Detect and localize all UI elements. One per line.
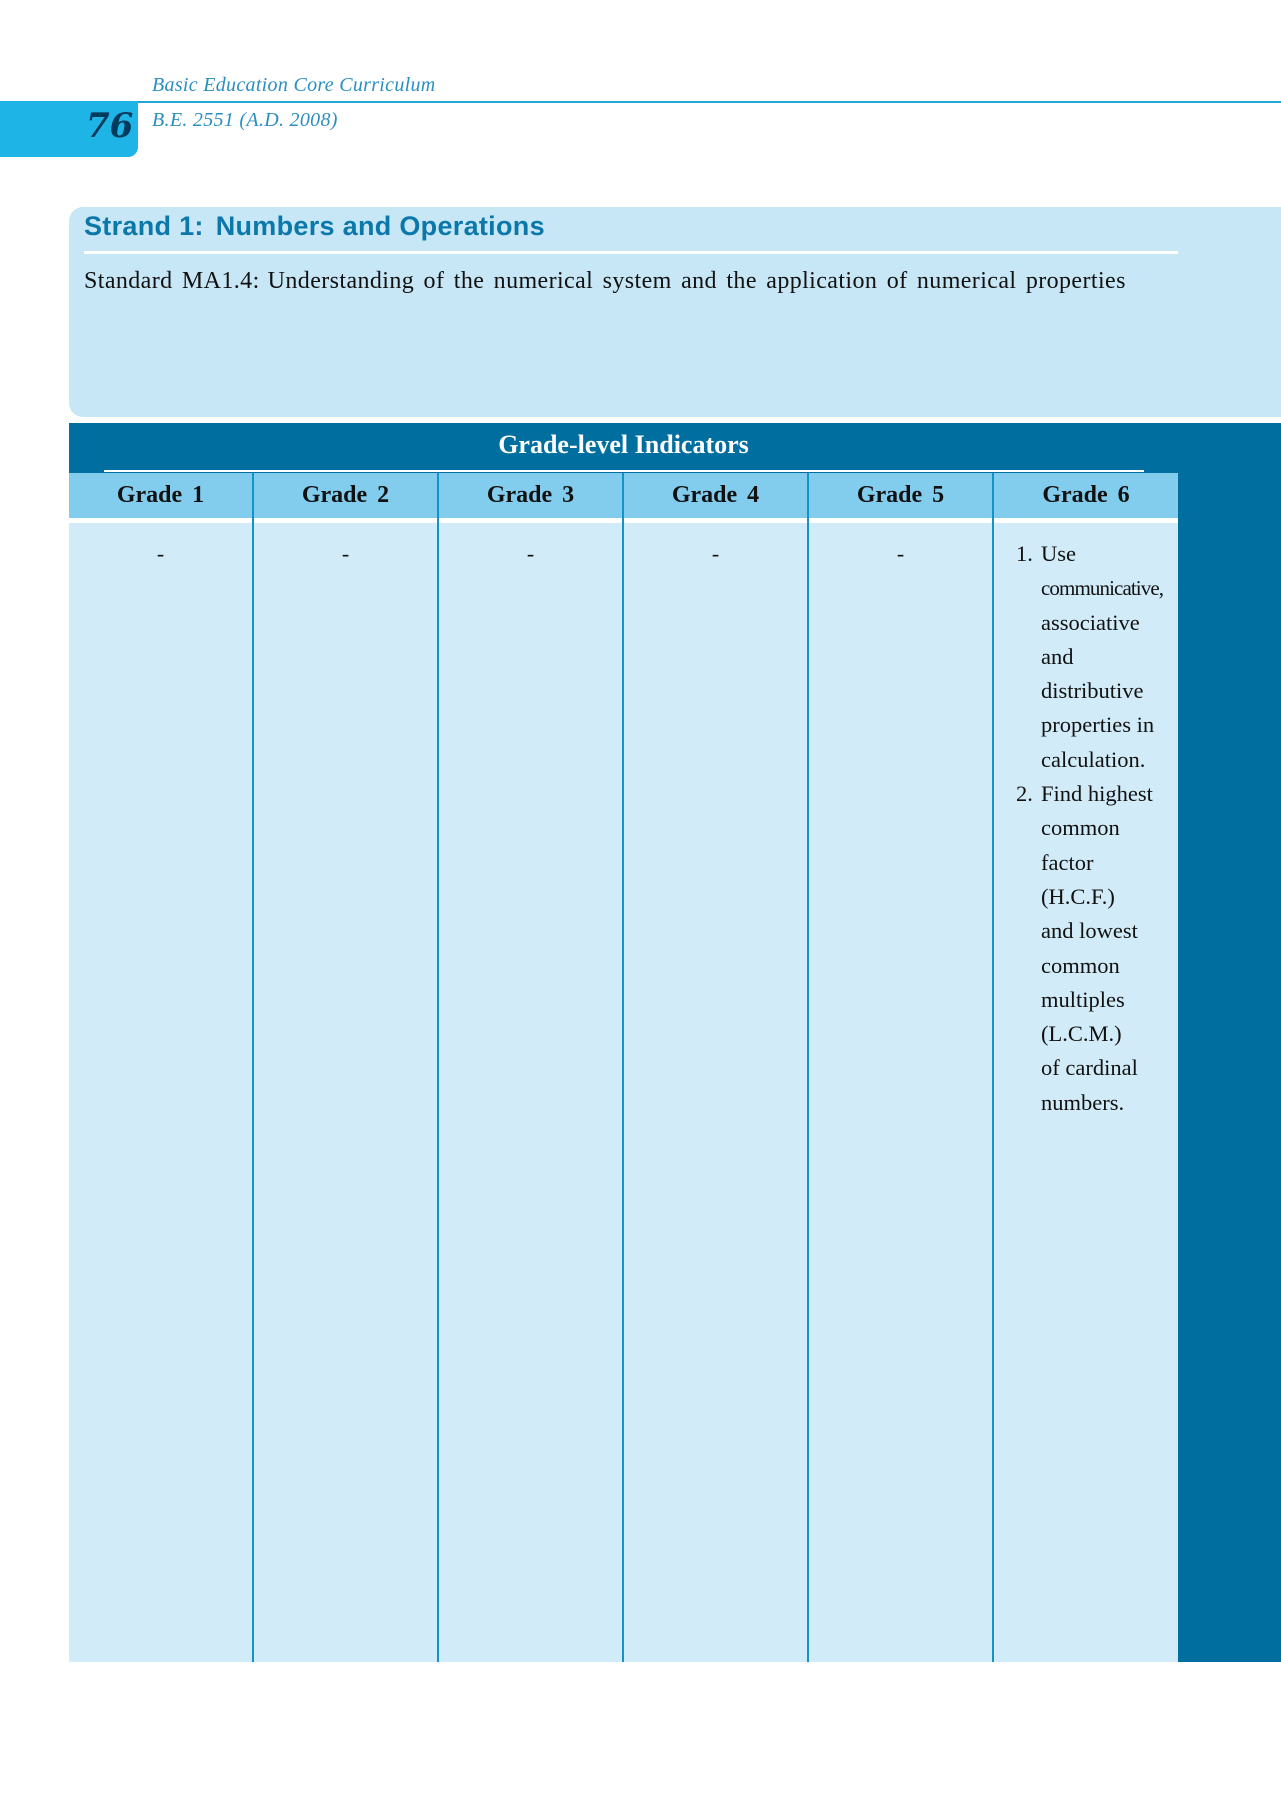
grade-column (439, 473, 624, 1662)
empty-dash: - (526, 541, 535, 566)
standard-statement (84, 268, 1126, 295)
indicator-line: and (1041, 643, 1074, 669)
indicator-line: numbers. (1041, 1089, 1125, 1115)
column-header: Grade 5 (809, 473, 992, 523)
grade6-indicator-list (1016, 537, 1176, 1120)
indicator-line: distributive (1041, 678, 1144, 704)
strand-prefix: Strand 1: (84, 211, 204, 241)
column-header: Grade 2 (254, 473, 437, 523)
column-body (994, 523, 1178, 1662)
table-title-rule (104, 470, 1144, 472)
indicators-grid (69, 473, 1178, 1662)
header-rule (0, 101, 1281, 103)
indicator-line: communicative, (1041, 576, 1164, 601)
page-number: 76 (86, 106, 134, 146)
running-header-title: Basic Education Core Curriculum (152, 74, 436, 96)
indicator-item (1016, 777, 1176, 1120)
empty-dash: - (341, 541, 350, 566)
strand-rule (84, 251, 1178, 254)
grade-column (624, 473, 809, 1662)
column-header: Grade 6 (994, 473, 1178, 523)
empty-dash: - (711, 541, 720, 566)
column-body (254, 523, 437, 1662)
strand-name: Numbers and Operations (215, 211, 545, 241)
indicator-item (1016, 537, 1176, 777)
standard-text: Understanding of the numerical system and the application of numerical properties (267, 268, 1126, 294)
indicator-line: of cardinal (1041, 1055, 1138, 1081)
running-header-subtitle: B.E. 2551 (A.D. 2008) (152, 109, 338, 131)
table-title: Grade-level Indicators (498, 430, 749, 459)
column-body (439, 523, 622, 1662)
indicator-text (1041, 777, 1176, 1120)
indicator-line: associative (1041, 609, 1140, 635)
grade-column (254, 473, 439, 1662)
indicator-line: properties in (1041, 712, 1155, 738)
column-header: Grade 1 (69, 473, 252, 523)
grade-column (69, 473, 254, 1662)
indicator-line: factor (1041, 849, 1094, 875)
indicator-line: common (1041, 952, 1120, 978)
column-body (69, 523, 252, 1662)
column-body (809, 523, 992, 1662)
grade-column (994, 473, 1178, 1662)
column-body (624, 523, 807, 1662)
indicator-text (1041, 537, 1176, 777)
indicator-line: (L.C.M.) (1041, 1021, 1122, 1047)
indicator-number: 1. (1016, 541, 1033, 566)
strand-title (84, 211, 545, 242)
empty-dash: - (156, 541, 165, 566)
indicator-line: multiples (1041, 986, 1125, 1012)
indicator-line: Use (1041, 541, 1076, 566)
indicator-line: calculation. (1041, 746, 1146, 772)
indicator-line: and lowest (1041, 918, 1138, 944)
indicator-line: (H.C.F.) (1041, 883, 1115, 909)
column-header: Grade 3 (439, 473, 622, 523)
empty-dash: - (896, 541, 905, 566)
indicator-line: Find highest (1041, 781, 1153, 807)
indicator-number: 2. (1016, 781, 1033, 807)
column-header: Grade 4 (624, 473, 807, 523)
grade-column (809, 473, 994, 1662)
standard-code: Standard MA1.4: (84, 268, 260, 294)
indicator-line: common (1041, 815, 1120, 841)
